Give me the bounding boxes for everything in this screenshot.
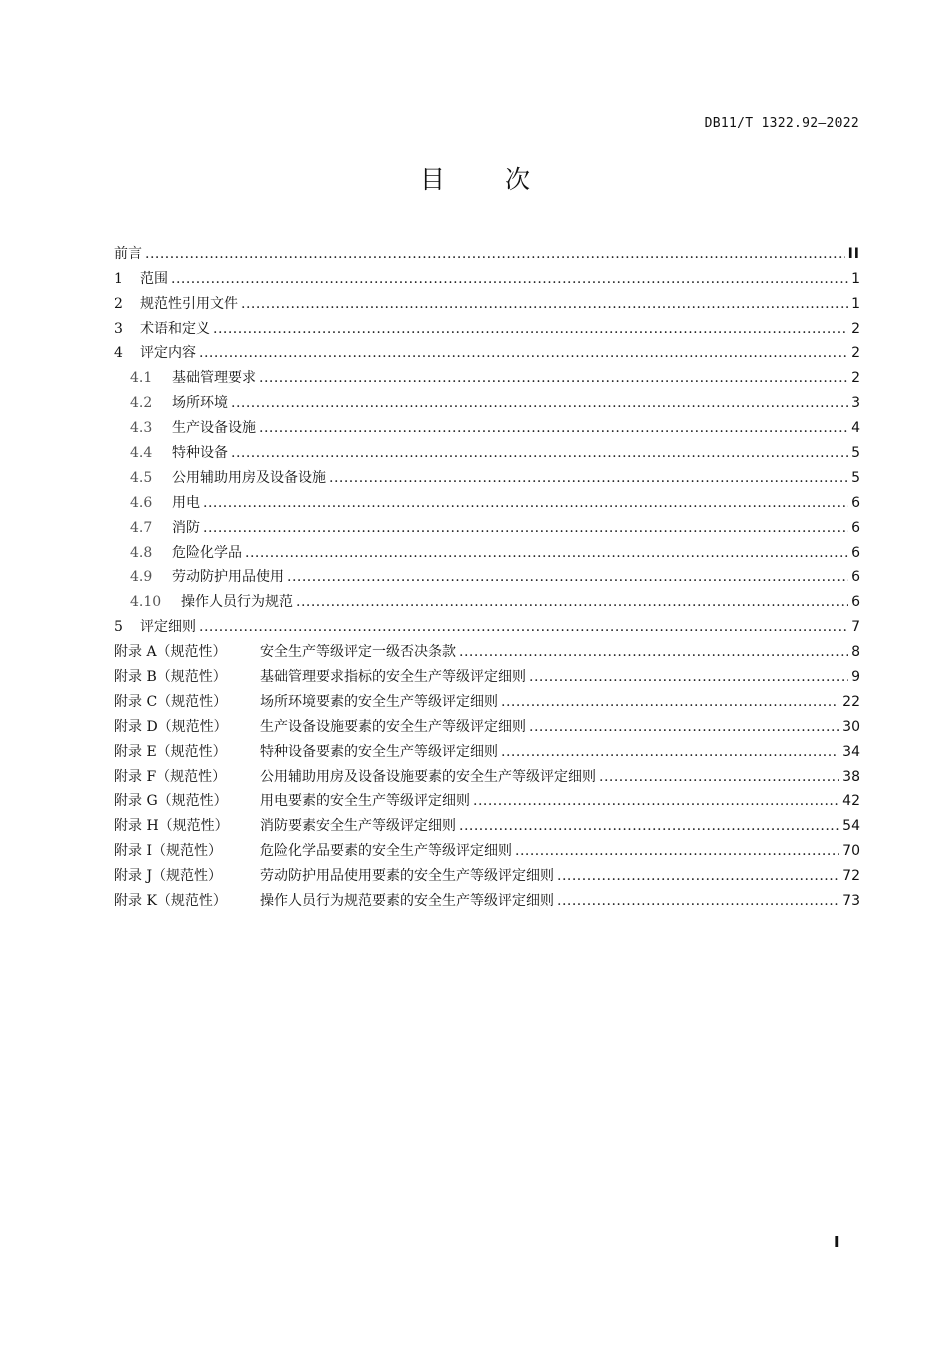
toc-entry-appendix-k[interactable] bbox=[114, 885, 860, 910]
toc-entry-title: 劳动防护用品使用 bbox=[172, 569, 284, 586]
toc-entry-number: 附录 I（规范性） bbox=[114, 843, 222, 860]
toc-entry-3[interactable] bbox=[114, 313, 860, 338]
toc-entry-appendix-e[interactable] bbox=[114, 736, 860, 761]
toc-entry-title: 前言 bbox=[114, 245, 142, 262]
toc-leader-dots bbox=[231, 394, 848, 412]
toc-entry-appendix-h[interactable] bbox=[114, 810, 860, 835]
toc-entry-page: II bbox=[847, 245, 860, 262]
toc-leader-dots bbox=[296, 593, 848, 611]
toc-entry-appendix-i[interactable] bbox=[114, 835, 860, 860]
toc-entry-title: 评定内容 bbox=[140, 345, 196, 362]
toc-entry-title: 基础管理要求指标的安全生产等级评定细则 bbox=[260, 669, 526, 686]
toc-entry-number: 附录 B（规范性） bbox=[114, 669, 227, 686]
toc-entry-number: 附录 A（规范性） bbox=[114, 644, 227, 661]
toc-entry-title: 生产设备设施 bbox=[172, 420, 256, 437]
toc-entry-page: 4 bbox=[851, 420, 860, 437]
toc-leader-dots bbox=[473, 792, 839, 810]
page-title: 目 次 bbox=[420, 165, 556, 194]
toc-leader-dots bbox=[199, 344, 848, 362]
toc-entry-page: 34 bbox=[842, 743, 860, 760]
toc-entry-page: 2 bbox=[851, 320, 860, 337]
toc-entry-number: 附录 F（规范性） bbox=[114, 768, 227, 785]
toc-entry-page: 5 bbox=[851, 469, 860, 486]
toc-leader-dots bbox=[557, 892, 839, 910]
toc-leader-dots bbox=[501, 743, 839, 761]
toc-entry-number: 4.2 bbox=[130, 395, 153, 412]
toc-leader-dots bbox=[529, 668, 848, 686]
toc-entry-page: 7 bbox=[851, 619, 860, 636]
page-number: I bbox=[834, 1233, 840, 1251]
toc-entry-title: 规范性引用文件 bbox=[140, 295, 238, 312]
toc-entry-title: 消防要素安全生产等级评定细则 bbox=[260, 818, 456, 835]
toc-leader-dots bbox=[501, 693, 839, 711]
toc-leader-dots bbox=[599, 768, 839, 786]
toc-leader-dots bbox=[145, 245, 845, 263]
toc-entry-number: 4 bbox=[114, 345, 123, 362]
toc-entry-1[interactable] bbox=[114, 263, 860, 288]
toc-entry-page: 1 bbox=[851, 270, 860, 287]
toc-entry-title: 操作人员行为规范 bbox=[181, 594, 293, 611]
toc-leader-dots bbox=[213, 320, 848, 338]
toc-leader-dots bbox=[259, 419, 848, 437]
toc-leader-dots bbox=[203, 494, 848, 512]
toc-entry-number: 4.7 bbox=[130, 519, 153, 536]
toc-entry-page: 30 bbox=[842, 718, 860, 735]
toc-entry-number: 附录 J（规范性） bbox=[114, 868, 223, 885]
toc-entry-appendix-b[interactable] bbox=[114, 661, 860, 686]
toc-entry-title: 公用辅助用房及设备设施要素的安全生产等级评定细则 bbox=[260, 768, 596, 785]
toc-entry-title: 特种设备要素的安全生产等级评定细则 bbox=[260, 743, 498, 760]
toc-entry-number: 4.5 bbox=[130, 469, 153, 486]
toc-entry-appendix-d[interactable] bbox=[114, 711, 860, 736]
toc-entry-appendix-f[interactable] bbox=[114, 761, 860, 786]
toc-leader-dots bbox=[241, 295, 848, 313]
toc-entry-4-4[interactable] bbox=[114, 437, 860, 462]
toc-entry-number: 附录 E（规范性） bbox=[114, 743, 227, 760]
toc-entry-page: 6 bbox=[851, 519, 860, 536]
toc-entry-4-8[interactable] bbox=[114, 537, 860, 562]
toc-entry-title: 消防 bbox=[172, 519, 200, 536]
toc-entry-foreword[interactable] bbox=[114, 238, 860, 263]
toc-entry-title: 场所环境要素的安全生产等级评定细则 bbox=[260, 693, 498, 710]
toc-entry-title: 评定细则 bbox=[140, 619, 196, 636]
toc-entry-page: 5 bbox=[851, 445, 860, 462]
toc-entry-4-2[interactable] bbox=[114, 387, 860, 412]
toc-entry-2[interactable] bbox=[114, 288, 860, 313]
toc-entry-number: 4.8 bbox=[130, 544, 153, 561]
toc-entry-number: 3 bbox=[114, 320, 123, 337]
toc-entry-number: 4.9 bbox=[130, 569, 153, 586]
toc-leader-dots bbox=[529, 718, 839, 736]
toc-entry-page: 54 bbox=[842, 818, 860, 835]
toc-entry-title: 范围 bbox=[140, 270, 168, 287]
toc-entry-page: 72 bbox=[842, 868, 860, 885]
toc-leader-dots bbox=[171, 270, 848, 288]
toc-entry-title: 基础管理要求 bbox=[172, 370, 256, 387]
toc-entry-number: 4.10 bbox=[130, 594, 162, 611]
toc-entry-number: 附录 D（规范性） bbox=[114, 718, 228, 735]
toc-entry-title: 生产设备设施要素的安全生产等级评定细则 bbox=[260, 718, 526, 735]
toc-entry-number: 附录 K（规范性） bbox=[114, 893, 227, 910]
toc-leader-dots bbox=[459, 817, 839, 835]
toc-entry-page: 6 bbox=[851, 594, 860, 611]
toc-entry-number: 4.6 bbox=[130, 494, 153, 511]
toc-leader-dots bbox=[557, 867, 839, 885]
toc-entry-page: 6 bbox=[851, 569, 860, 586]
toc-entry-number: 附录 G（规范性） bbox=[114, 793, 228, 810]
toc-entry-page: 2 bbox=[851, 370, 860, 387]
toc-entry-title: 场所环境 bbox=[172, 395, 228, 412]
toc-entry-title: 公用辅助用房及设备设施 bbox=[172, 469, 326, 486]
toc-entry-number: 2 bbox=[114, 295, 123, 312]
toc-leader-dots bbox=[329, 469, 848, 487]
toc-entry-4-3[interactable] bbox=[114, 412, 860, 437]
toc-entry-5[interactable] bbox=[114, 611, 860, 636]
toc-entry-appendix-a[interactable] bbox=[114, 636, 860, 661]
toc-entry-number: 4.4 bbox=[130, 445, 153, 462]
toc-entry-number: 4.1 bbox=[130, 370, 153, 387]
toc-entry-appendix-j[interactable] bbox=[114, 860, 860, 885]
toc-entry-page: 38 bbox=[842, 768, 860, 785]
toc-leader-dots bbox=[515, 842, 839, 860]
toc-entry-title: 用电要素的安全生产等级评定细则 bbox=[260, 793, 470, 810]
toc-entry-title: 劳动防护用品使用要素的安全生产等级评定细则 bbox=[260, 868, 554, 885]
toc-leader-dots bbox=[245, 544, 848, 562]
toc-entry-number: 附录 C（规范性） bbox=[114, 693, 228, 710]
toc-entry-page: 3 bbox=[851, 395, 860, 412]
toc-leader-dots bbox=[199, 618, 848, 636]
toc-entry-page: 22 bbox=[842, 693, 860, 710]
toc-entry-title: 操作人员行为规范要素的安全生产等级评定细则 bbox=[260, 893, 554, 910]
toc-leader-dots bbox=[231, 444, 848, 462]
toc-entry-4-7[interactable] bbox=[114, 512, 860, 537]
toc-entry-number: 附录 H（规范性） bbox=[114, 818, 229, 835]
toc-entry-title: 危险化学品要素的安全生产等级评定细则 bbox=[260, 843, 512, 860]
toc-entry-title: 用电 bbox=[172, 494, 200, 511]
toc-entry-4-10[interactable] bbox=[114, 586, 860, 611]
toc-entry-page: 6 bbox=[851, 494, 860, 511]
toc-entry-4-1[interactable] bbox=[114, 362, 860, 387]
toc-entry-appendix-c[interactable] bbox=[114, 686, 860, 711]
toc-entry-page: 42 bbox=[842, 793, 860, 810]
toc-entry-title: 特种设备 bbox=[172, 445, 228, 462]
toc-entry-title: 术语和定义 bbox=[140, 320, 210, 337]
toc-entry-page: 2 bbox=[851, 345, 860, 362]
toc-entry-appendix-g[interactable] bbox=[114, 786, 860, 811]
table-of-contents bbox=[114, 238, 860, 910]
toc-leader-dots bbox=[459, 643, 848, 661]
toc-entry-4[interactable] bbox=[114, 338, 860, 363]
toc-entry-page: 9 bbox=[851, 669, 860, 686]
toc-entry-page: 73 bbox=[842, 893, 860, 910]
toc-leader-dots bbox=[259, 369, 848, 387]
toc-entry-number: 1 bbox=[114, 270, 123, 287]
toc-entry-4-5[interactable] bbox=[114, 462, 860, 487]
toc-leader-dots bbox=[287, 568, 848, 586]
toc-leader-dots bbox=[203, 519, 848, 537]
toc-entry-title: 危险化学品 bbox=[172, 544, 242, 561]
toc-entry-page: 6 bbox=[851, 544, 860, 561]
toc-entry-number: 5 bbox=[114, 619, 123, 636]
toc-entry-page: 1 bbox=[851, 295, 860, 312]
standard-code: DB11/T 1322.92—2022 bbox=[704, 116, 859, 131]
toc-entry-number: 4.3 bbox=[130, 420, 153, 437]
toc-entry-4-6[interactable] bbox=[114, 487, 860, 512]
toc-entry-page: 8 bbox=[851, 644, 860, 661]
toc-entry-4-9[interactable] bbox=[114, 562, 860, 587]
toc-entry-title: 安全生产等级评定一级否决条款 bbox=[260, 644, 456, 661]
toc-entry-page: 70 bbox=[842, 843, 860, 860]
